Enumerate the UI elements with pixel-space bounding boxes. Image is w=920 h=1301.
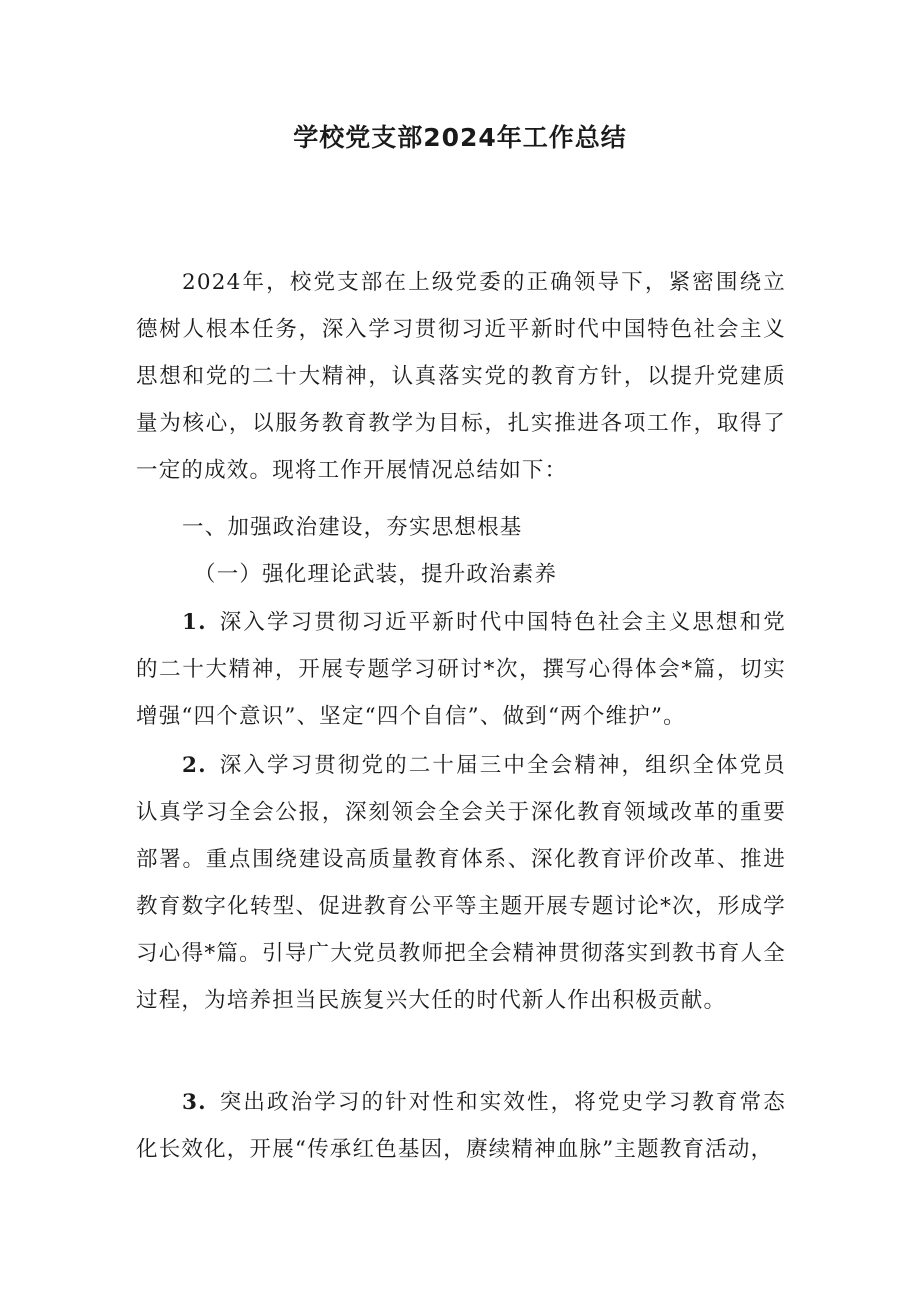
item-text: 深入学习贯彻习近平新时代中国特色社会主义思想和党的二十大精神，开展专题学习研讨*次，撰写心得体会*篇，切实增强“四个意识”、坚定“四个自信”、做到“两个维护”。 — [136, 610, 786, 729]
item-number: 1. — [182, 610, 207, 635]
item-number: 2. — [182, 753, 207, 778]
item-text: 深入学习贯彻党的二十届三中全会精神，组织全体党员认真学习全会公报，深刻领会全会关于深化教育领域改革的重要部署。重点围绕建设高质量教育体系、深化教育评价改革、推进教育数字化转型、促进教育公平等主题开展专题讨论*次，形成学习心得*篇。引导广大党员教师把全会精神贯彻落实到教书育人全过程，为培养担当民族复兴大任的时代新人作出积极贡献。 — [136, 753, 786, 1013]
subsection-heading-1: （一）强化理论武装，提升政治素养 — [194, 562, 558, 587]
list-item — [136, 599, 786, 740]
document-title: 学校党支部2024年工作总结 — [293, 123, 627, 152]
item-number: 3. — [182, 1090, 207, 1115]
list-item — [136, 1079, 786, 1173]
intro-paragraph: 2024年，校党支部在上级党委的正确领导下，紧密围绕立德树人根本任务，深入学习贯彻习近平新时代中国特色社会主义思想和党的二十大精神，认真落实党的教育方针，以提升党建质量为核心，以服务教育教学为目标，扎实推进各项工作，取得了一定的成效。现将工作开展情况总结如下： — [136, 270, 786, 483]
item-text: 突出政治学习的针对性和实效性，将党史学习教育常态化长效化，开展“传承红色基因，赓续精神血脉”主题教育活动， — [136, 1090, 786, 1162]
list-item — [136, 742, 786, 1024]
section-heading-1: 一、加强政治建设，夯实思想根基 — [182, 515, 523, 540]
